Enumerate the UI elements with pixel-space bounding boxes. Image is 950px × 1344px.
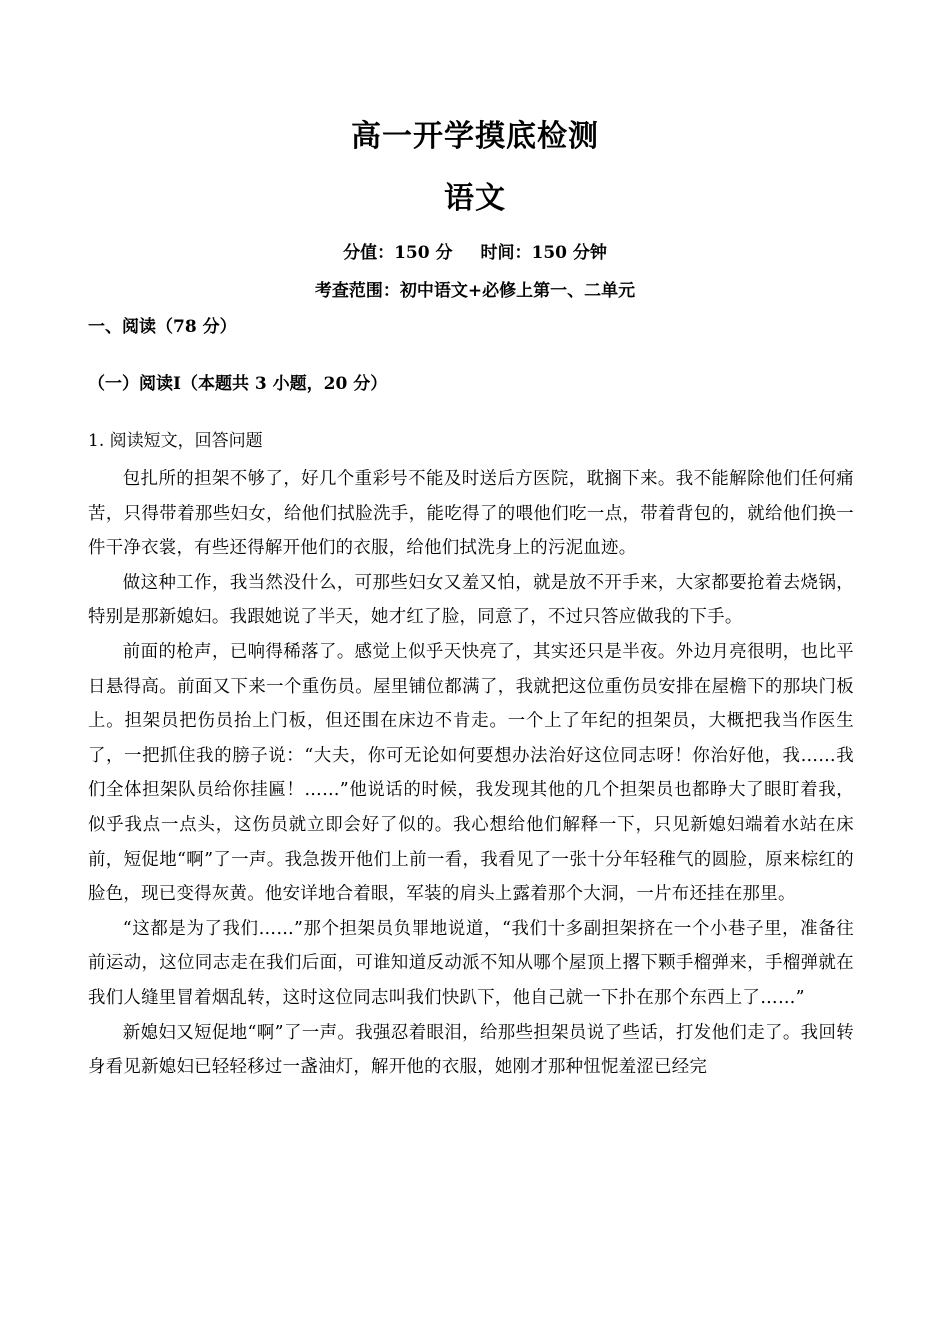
exam-info-line	[0, 241, 950, 265]
passage-paragraph: “这都是为了我们……”那个担架员负罪地说道，“我们十多副担架挤在一个小巷子里，准备往前运动，这位同志走在我们后面，可谁知道反动派不知从哪个屋顶上撂下颗手榴弹来，手榴弹就在我们人缝里冒着烟乱转，这时这位同志叫我们快趴下，他自己就一下扑在那个东西上了……”	[88, 918, 854, 1008]
score-label: 分值：150 分	[343, 243, 453, 263]
subsection-heading: （一）阅读I（本题共 3 小题，20 分）	[88, 374, 388, 394]
passage-paragraph: 包扎所的担架不够了，好几个重彩号不能及时送后方医院，耽搁下来。我不能解除他们任何痛苦，只得带着那些妇女，给他们拭脸洗手，能吃得了的喂他们吃一点，带着背包的，就给他们换一件干净衣裳，有些还得解开他们的衣服，给他们拭洗身上的污泥血迹。	[88, 469, 854, 559]
reading-passage	[88, 462, 854, 1085]
time-label: 时间：150 分钟	[480, 243, 607, 263]
subject-title: 语文	[444, 181, 506, 216]
passage-paragraph: 做这种工作，我当然没什么，可那些妇女又羞又怕，就是放不开手来，大家都要抢着去烧锅，特别是那新媳妇。我跟她说了半天，她才红了脸，同意了，不过只答应做我的下手。	[88, 572, 854, 628]
question-prompt: 1. 阅读短文，回答问题	[88, 431, 263, 451]
exam-scope: 考查范围：初中语文+必修上第一、二单元	[314, 281, 636, 301]
section-heading: 一、阅读（78 分）	[88, 317, 237, 337]
exam-title: 高一开学摸底检测	[351, 119, 599, 154]
passage-paragraph: 新媳妇又短促地“啊”了一声。我强忍着眼泪，给那些担架员说了些话，打发他们走了。我回转身看见新媳妇已轻轻移过一盏油灯，解开他的衣服，她刚才那种忸怩羞涩已经完	[88, 1022, 854, 1078]
passage-paragraph: 前面的枪声，已响得稀落了。感觉上似乎天快亮了，其实还只是半夜。外边月亮很明，也比平日悬得高。前面又下来一个重伤员。屋里铺位都满了，我就把这位重伤员安排在屋檐下的那块门板上。担架员把伤员抬上门板，但还围在床边不肯走。一个上了年纪的担架员，大概把我当作医生了，一把抓住我的膀子说：“大夫，你可无论如何要想办法治好这位同志呀！你治好他，我……我们全体担架队员给你挂匾！……”他说话的时候，我发现其他的几个担架员也都睁大了眼盯着我，似乎我点一点头，这伤员就立即会好了似的。我心想给他们解释一下，只见新媳妇端着水站在床前，短促地“啊”了一声。我急拨开他们上前一看，我看见了一张十分年轻稚气的圆脸，原来棕红的脸色，现已变得灰黄。他安详地合着眼，军装的肩头上露着那个大洞，一片布还挂在那里。	[88, 641, 854, 905]
